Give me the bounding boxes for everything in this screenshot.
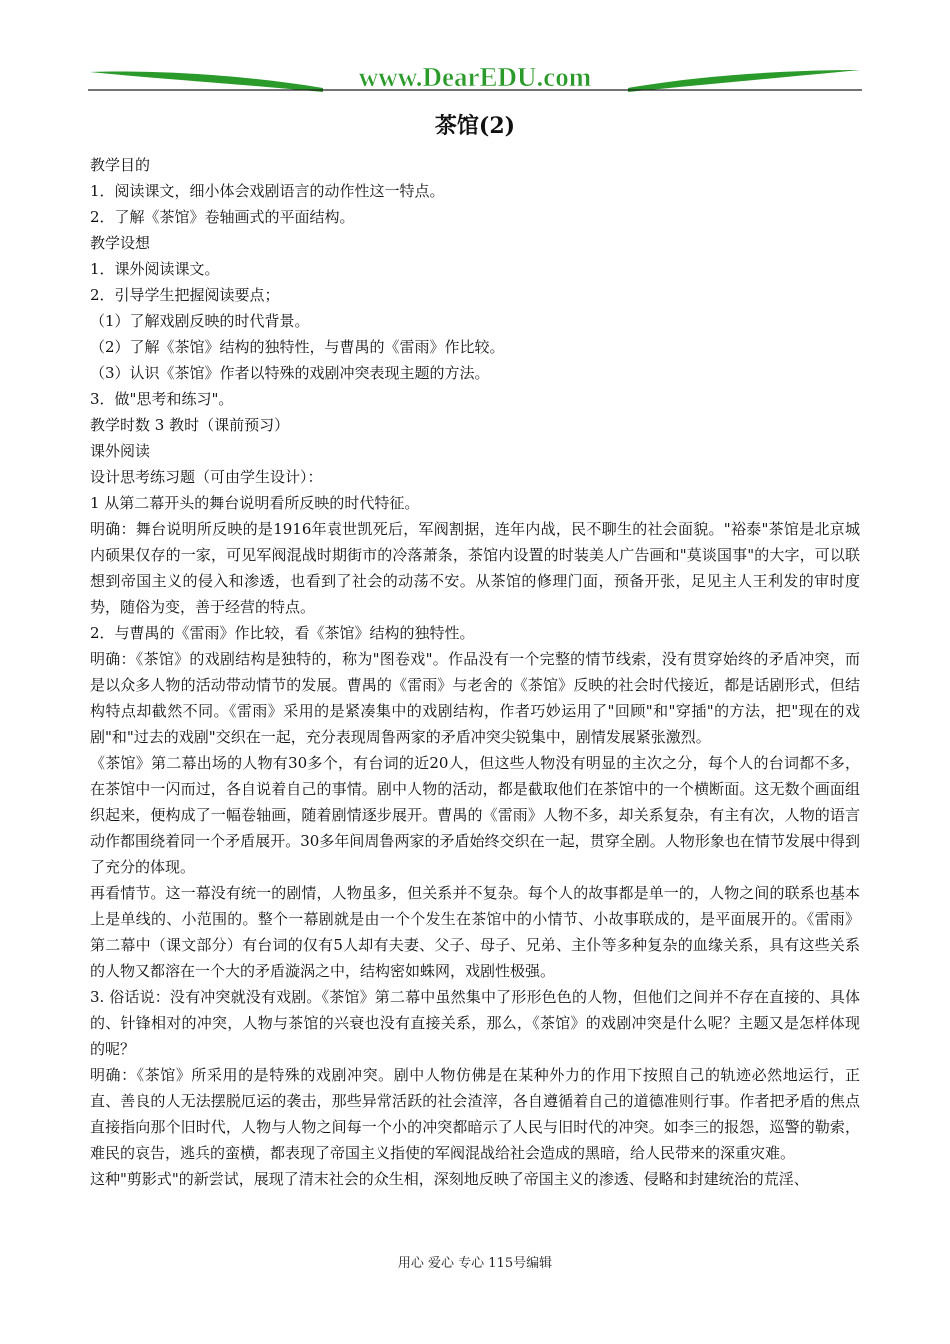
paragraph: 明确：《茶馆》的戏剧结构是独特的，称为"图卷戏"。作品没有一个完整的情节线索，没有贯穿始终的矛盾冲突，而是以众多人物的活动带动情节的发展。曹禺的《雷雨》与老舍的《茶馆》反映的社会时代接近，都是话剧形式，但结构特点却截然不同。《雷雨》采用的是紧凑集中的戏剧结构，作者巧妙运用了"回顾"和"穿插"的方法，把"现在的戏剧"和"过去的戏剧"交织在一起，充分表现周鲁两家的矛盾冲突尖锐集中，剧情发展紧张激烈。 bbox=[90, 650, 860, 746]
paragraph: 教学时数 3 教时（课前预习） bbox=[90, 416, 290, 434]
paragraph: 2．了解《茶馆》卷轴画式的平面结构。 bbox=[90, 208, 355, 226]
document-body bbox=[90, 152, 860, 1192]
paragraph: （3）认识《茶馆》作者以特殊的戏剧冲突表现主题的方法。 bbox=[90, 364, 490, 382]
paragraph: 2．与曹禺的《雷雨》作比较，看《茶馆》结构的独特性。 bbox=[90, 624, 475, 642]
page-title: 茶馆(2) bbox=[434, 113, 516, 139]
paragraph: 教学设想 bbox=[90, 234, 151, 252]
paragraph: 《茶馆》第二幕出场的人物有30多个，有台词的近20人，但这些人物没有明显的主次之分，每个人的台词都不多，在茶馆中一闪而过，各自说着自己的事情。剧中人物的活动，都是截取他们在茶馆中的一个横断面。这无数个画面组织起来，便构成了一幅卷轴画，随着剧情逐步展开。曹禺的《雷雨》人物不多，却关系复杂，有主有次，人物的语言动作都围绕着同一个矛盾展开。30多年间周鲁两家的矛盾始终交织在一起，贯穿全剧。人物形象也在情节发展中得到了充分的体现。 bbox=[90, 754, 860, 876]
paragraph: 1．课外阅读课文。 bbox=[90, 260, 220, 278]
paragraph: 这种"剪影式"的新尝试，展现了清末社会的众生相，深刻地反映了帝国主义的渗透、侵略和封建统治的荒淫、 bbox=[90, 1170, 809, 1188]
logo-banner bbox=[88, 60, 862, 100]
paragraph: 2．引导学生把握阅读要点； bbox=[90, 286, 280, 304]
paragraph: 1 从第二幕开头的舞台说明看所反映的时代特征。 bbox=[90, 494, 420, 512]
page-footer: 用心 爱心 专心 115号编辑 bbox=[397, 1256, 553, 1271]
paragraph: 明确：舞台说明所反映的是1916年袁世凯死后，军阀割据，连年内战，民不聊生的社会面貌。"裕泰"茶馆是北京城内硕果仅存的一家，可见军阀混战时期街市的冷落萧条，茶馆内设置的时装美人广告画和"莫谈国事"的大字，可以联想到帝国主义的侵入和渗透，也看到了社会的动荡不安。从茶馆的修理门面，预备开张，足见主人王利发的审时度势，随俗为变，善于经营的特点。 bbox=[90, 520, 860, 616]
left-swoosh bbox=[90, 72, 323, 92]
right-swoosh bbox=[628, 70, 860, 92]
paragraph: 明确：《茶馆》所采用的是特殊的戏剧冲突。剧中人物仿佛是在某种外力的作用下按照自己的轨迹必然地运行，正直、善良的人无法摆脱厄运的袭击，那些异常活跃的社会渣滓，各自遵循着自己的道德准则行事。作者把矛盾的焦点直接指向那个旧时代，人物与人物之间每一个小的冲突都暗示了人民与旧时代的冲突。如李三的报怨，巡警的勒索，难民的哀告，逃兵的蛮横，都表现了帝国主义指使的军阀混战给社会造成的黑暗，给人民带来的深重灾难。 bbox=[90, 1066, 860, 1162]
paragraph: 3．做"思考和练习"。 bbox=[90, 390, 234, 408]
paragraph: 1．阅读课文，细小体会戏剧语言的动作性这一特点。 bbox=[90, 182, 445, 200]
paragraph: 3. 俗话说：没有冲突就没有戏剧。《茶馆》第二幕中虽然集中了形形色色的人物，但他们之间并不存在直接的、具体的、针锋相对的冲突，人物与茶馆的兴衰也没有直接关系，那么，《茶馆》的戏剧冲突是什么呢？主题又是怎样体现的呢？ bbox=[90, 988, 860, 1058]
paragraph: 再看情节。这一幕没有统一的剧情，人物虽多，但关系并不复杂。每个人的故事都是单一的，人物之间的联系也基本上是单线的、小范围的。整个一幕剧就是由一个个发生在茶馆中的小情节、小故事联成的，是平面展开的。《雷雨》第二幕中（课文部分）有台词的仅有5人却有夫妻、父子、母子、兄弟、主仆等多种复杂的血缘关系，具有这些关系的人物又都溶在一个大的矛盾漩涡之中，结构密如蛛网，戏剧性极强。 bbox=[90, 884, 860, 980]
paragraph: 教学目的 bbox=[90, 156, 151, 174]
logo-text: www.DearEDU.com bbox=[358, 62, 592, 92]
site-header-logo bbox=[88, 60, 862, 100]
paragraph: （1）了解戏剧反映的时代背景。 bbox=[90, 312, 310, 330]
paragraph: （2）了解《茶馆》结构的独特性，与曹禺的《雷雨》作比较。 bbox=[90, 338, 505, 356]
paragraph: 设计思考练习题（可由学生设计）： bbox=[90, 468, 323, 486]
paragraph: 课外阅读 bbox=[90, 442, 151, 460]
